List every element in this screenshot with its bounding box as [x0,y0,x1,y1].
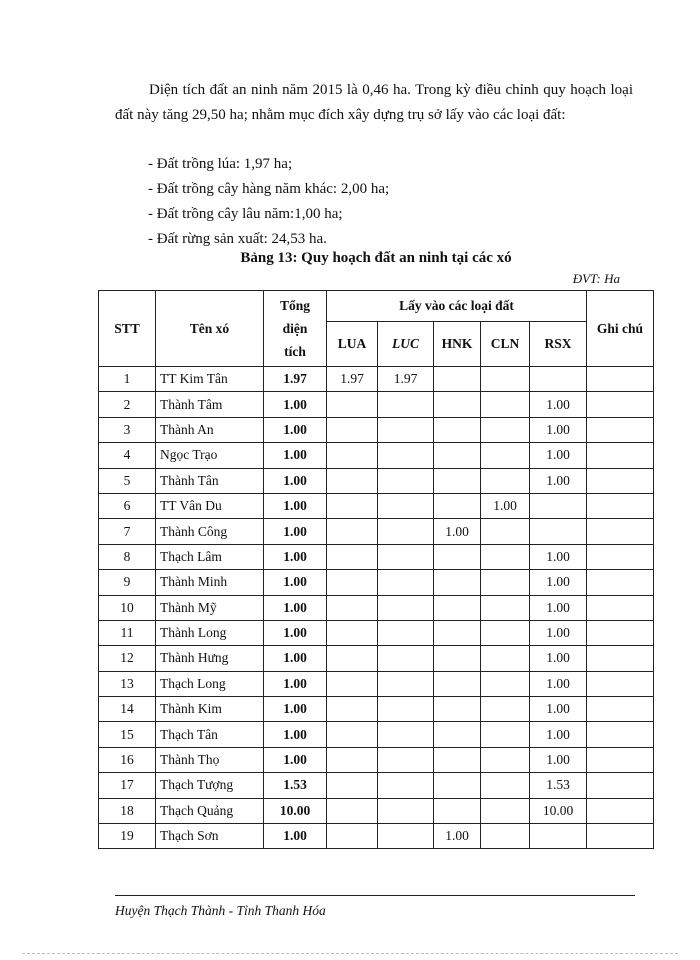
cell-note [587,367,654,392]
cell-name: Thành Mỹ [156,595,264,620]
unit-label: ĐVT: Ha [572,271,620,286]
cell-lua [327,443,378,468]
cell-total: 1.00 [264,493,327,518]
cell-name: Thạch Lâm [156,544,264,569]
cell-lua [327,747,378,772]
cell-hnk [434,367,481,392]
header-lua: LUA [327,322,378,367]
cell-hnk [434,747,481,772]
table-row [99,519,654,544]
cell-name: Thành Minh [156,570,264,595]
cell-cln: 1.00 [481,493,530,518]
cell-name: Thạch Tượng [156,773,264,798]
header-rsx: RSX [530,322,587,367]
footer-divider [115,895,635,896]
table-row [99,671,654,696]
cell-name: Thạch Tân [156,722,264,747]
cell-name: Thạch Long [156,671,264,696]
header-tong-line: Tổng [279,298,310,313]
cell-cln [481,824,530,849]
cell-hnk [434,697,481,722]
cell-rsx: 1.00 [530,392,587,417]
cell-luc [378,493,434,518]
cell-luc [378,798,434,823]
cell-hnk [434,671,481,696]
cell-cln [481,697,530,722]
cell-note [587,417,654,442]
table-row [99,646,654,671]
bullet-item: - Đất rừng sản xuất: 24,53 ha. [148,231,327,247]
cell-total: 1.00 [264,747,327,772]
cell-hnk [434,620,481,645]
cell-rsx: 1.00 [530,620,587,645]
cell-rsx [530,519,587,544]
cell-total: 1.00 [264,722,327,747]
cell-cln [481,392,530,417]
cell-note [587,798,654,823]
cell-stt: 14 [99,697,156,722]
cell-rsx: 1.00 [530,697,587,722]
cell-lua [327,697,378,722]
cell-lua [327,570,378,595]
table-row [99,417,654,442]
cell-name: Thạch Sơn [156,824,264,849]
cell-lua: 1.97 [327,367,378,392]
cell-note [587,595,654,620]
cell-lua [327,646,378,671]
cell-name: Thành An [156,417,264,442]
cell-luc [378,671,434,696]
cell-luc [378,392,434,417]
cell-luc [378,544,434,569]
header-group: Lấy vào các loại đất [327,291,587,322]
cell-luc [378,824,434,849]
cell-hnk [434,722,481,747]
table-row [99,392,654,417]
cell-cln [481,773,530,798]
cell-rsx: 1.00 [530,544,587,569]
cell-stt: 19 [99,824,156,849]
page-boundary [22,953,678,954]
cell-name: Thành Long [156,620,264,645]
cell-cln [481,747,530,772]
cell-lua [327,417,378,442]
cell-cln [481,417,530,442]
cell-total: 1.00 [264,392,327,417]
cell-luc [378,747,434,772]
cell-note [587,824,654,849]
cell-rsx: 1.53 [530,773,587,798]
cell-total: 1.00 [264,544,327,569]
cell-lua [327,722,378,747]
cell-cln [481,570,530,595]
cell-hnk [434,798,481,823]
cell-cln [481,468,530,493]
table-row [99,493,654,518]
cell-cln [481,722,530,747]
cell-name: Thành Thọ [156,747,264,772]
cell-note [587,570,654,595]
cell-stt: 11 [99,620,156,645]
cell-note [587,620,654,645]
cell-cln [481,544,530,569]
cell-lua [327,468,378,493]
cell-name: Thành Công [156,519,264,544]
cell-total: 1.00 [264,519,327,544]
cell-stt: 12 [99,646,156,671]
cell-luc [378,620,434,645]
cell-note [587,544,654,569]
cell-rsx: 1.00 [530,671,587,696]
cell-hnk [434,443,481,468]
cell-rsx: 1.00 [530,595,587,620]
bullet-list [148,152,389,252]
cell-cln [481,595,530,620]
cell-rsx: 1.00 [530,646,587,671]
cell-rsx: 1.00 [530,417,587,442]
cell-hnk [434,544,481,569]
cell-hnk [434,773,481,798]
cell-luc [378,443,434,468]
header-tong-line: tích [284,344,306,359]
header-hnk: HNK [434,322,481,367]
cell-luc [378,595,434,620]
cell-hnk [434,392,481,417]
table-row [99,367,654,392]
cell-rsx [530,367,587,392]
cell-cln [481,367,530,392]
cell-total: 1.00 [264,671,327,696]
cell-note [587,722,654,747]
cell-cln [481,798,530,823]
table-row [99,824,654,849]
bullet-item: - Đất trồng cây lâu năm:1,00 ha; [148,206,343,222]
cell-note [587,443,654,468]
cell-note [587,468,654,493]
cell-stt: 17 [99,773,156,798]
cell-total: 1.00 [264,570,327,595]
table-row [99,468,654,493]
cell-total: 1.00 [264,468,327,493]
cell-total: 1.97 [264,367,327,392]
header-stt: STT [99,291,156,367]
cell-name: Thành Tâm [156,392,264,417]
table-row [99,595,654,620]
table-row [99,443,654,468]
cell-cln [481,646,530,671]
cell-lua [327,798,378,823]
cell-hnk: 1.00 [434,519,481,544]
cell-stt: 9 [99,570,156,595]
cell-lua [327,392,378,417]
cell-cln [481,671,530,696]
cell-stt: 7 [99,519,156,544]
cell-total: 1.00 [264,646,327,671]
cell-total: 1.00 [264,443,327,468]
table-row [99,722,654,747]
cell-name: Thành Hưng [156,646,264,671]
cell-name: TT Vân Du [156,493,264,518]
intro-paragraph: Diện tích đất an ninh năm 2015 là 0,46 ha. Trong kỳ điều chỉnh quy hoạch loại đất này tăng 29,50 ha; nhằm mục đích xây dựng trụ sở lấy vào các loại đất: [115,82,633,123]
cell-name: Ngọc Trạo [156,443,264,468]
cell-total: 1.00 [264,697,327,722]
cell-lua [327,493,378,518]
cell-lua [327,595,378,620]
cell-lua [327,544,378,569]
header-ten-xo: Tên xó [156,291,264,367]
cell-stt: 13 [99,671,156,696]
cell-stt: 2 [99,392,156,417]
cell-cln [481,443,530,468]
cell-total: 1.00 [264,595,327,620]
bullet-item: - Đất trồng cây hàng năm khác: 2,00 ha; [148,181,390,197]
cell-rsx: 1.00 [530,468,587,493]
cell-note [587,747,654,772]
cell-luc [378,722,434,747]
cell-name: Thành Kim [156,697,264,722]
cell-hnk: 1.00 [434,824,481,849]
cell-luc [378,570,434,595]
cell-total: 1.53 [264,773,327,798]
cell-stt: 15 [99,722,156,747]
cell-stt: 3 [99,417,156,442]
cell-stt: 5 [99,468,156,493]
cell-luc [378,697,434,722]
cell-rsx: 1.00 [530,722,587,747]
table-row [99,570,654,595]
table-row [99,747,654,772]
cell-note [587,646,654,671]
table-row [99,798,654,823]
cell-luc: 1.97 [378,367,434,392]
cell-luc [378,646,434,671]
cell-hnk [434,417,481,442]
table-row [99,544,654,569]
header-cln: CLN [481,322,530,367]
cell-total: 10.00 [264,798,327,823]
cell-rsx [530,493,587,518]
cell-name: TT Kim Tân [156,367,264,392]
table-header [99,291,654,367]
cell-stt: 4 [99,443,156,468]
header-tong-dien-tich [264,291,327,367]
cell-note [587,671,654,696]
cell-cln [481,620,530,645]
cell-hnk [434,468,481,493]
table-row [99,620,654,645]
cell-note [587,697,654,722]
cell-stt: 1 [99,367,156,392]
header-luc: LUC [378,322,434,367]
cell-total: 1.00 [264,417,327,442]
land-table [98,290,654,849]
cell-stt: 16 [99,747,156,772]
cell-stt: 6 [99,493,156,518]
cell-stt: 8 [99,544,156,569]
cell-name: Thành Tân [156,468,264,493]
cell-cln [481,519,530,544]
bullet-item: - Đất trồng lúa: 1,97 ha; [148,156,293,172]
cell-note [587,773,654,798]
cell-hnk [434,595,481,620]
cell-note [587,392,654,417]
cell-lua [327,824,378,849]
cell-luc [378,417,434,442]
table-body [99,367,654,849]
cell-lua [327,671,378,696]
cell-rsx: 10.00 [530,798,587,823]
table-row [99,773,654,798]
footer-text: Huyện Thạch Thành - Tỉnh Thanh Hóa [115,903,326,918]
cell-lua [327,620,378,645]
cell-luc [378,519,434,544]
cell-hnk [434,646,481,671]
cell-hnk [434,570,481,595]
cell-rsx: 1.00 [530,443,587,468]
cell-luc [378,468,434,493]
header-ghi-chu: Ghi chú [587,291,654,367]
cell-stt: 10 [99,595,156,620]
cell-rsx [530,824,587,849]
cell-luc [378,773,434,798]
cell-lua [327,519,378,544]
cell-rsx: 1.00 [530,747,587,772]
cell-total: 1.00 [264,824,327,849]
cell-stt: 18 [99,798,156,823]
cell-total: 1.00 [264,620,327,645]
cell-name: Thạch Quảng [156,798,264,823]
cell-note [587,519,654,544]
table-caption: Bảng 13: Quy hoạch đất an ninh tại các xó [240,250,512,266]
header-tong-line: diện [282,321,308,336]
cell-lua [327,773,378,798]
cell-hnk [434,493,481,518]
cell-rsx: 1.00 [530,570,587,595]
cell-note [587,493,654,518]
table-row [99,697,654,722]
